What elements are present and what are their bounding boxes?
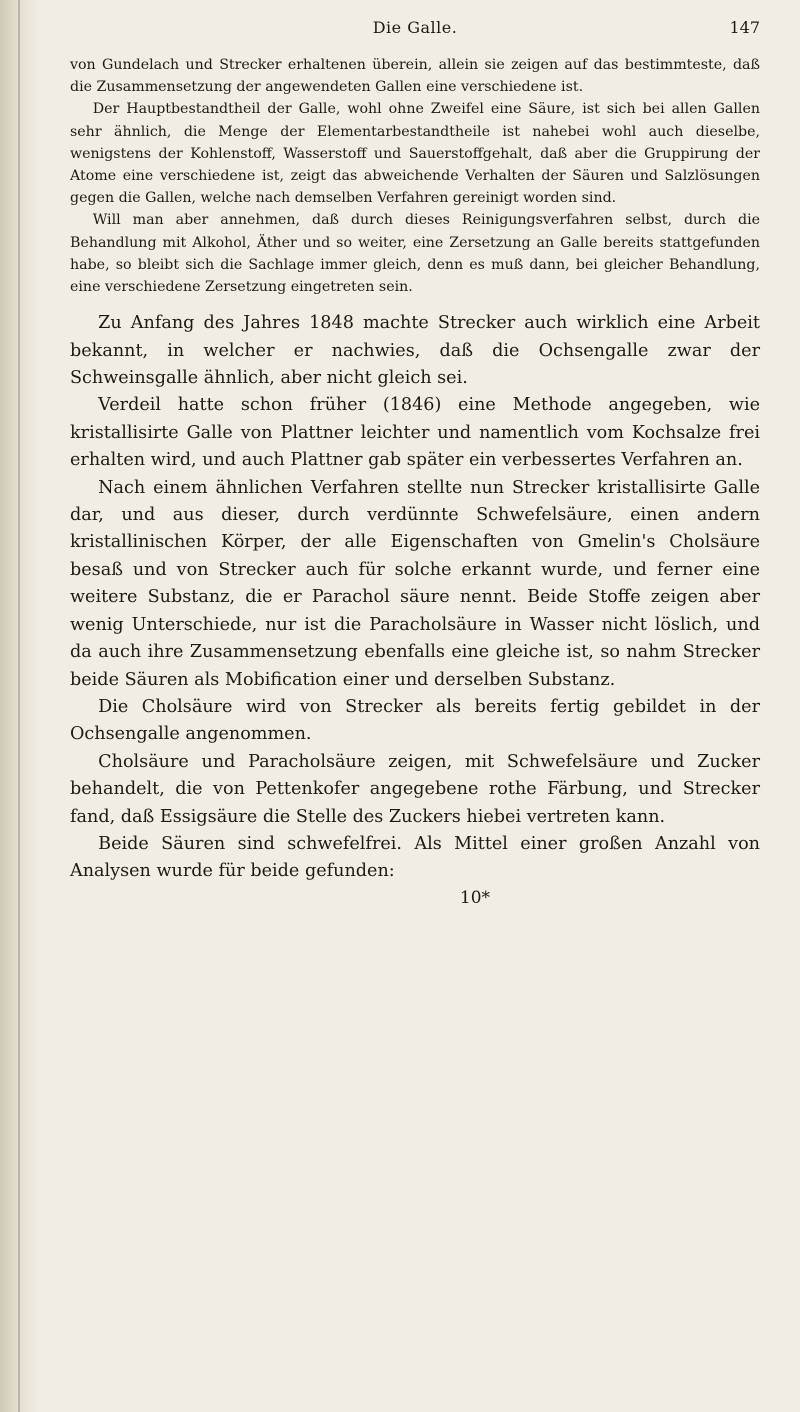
paragraph: Nach einem ähnlichen Verfahren stellte nun Strecker kristallisirte Galle dar, und aus dieser, durch verdünnte Schwefelsäure, einen andern kristallinischen Körper, der alle Eigenschaften von Gmelin's Cholsäure besaß und von Strecker auch für solche erkannt wurde, und ferner eine weitere Substanz, die er Parachol säure nennt. Beide Stoffe zeigen aber wenig Unterschiede, nur ist die Paracholsäure in Wasser nicht löslich, und da auch ihre Zusammensetzung ebenfalls eine gleiche ist, so nahm Strecker beide Säuren als Mobification einer und derselben Substanz. bbox=[70, 477, 760, 690]
signature-mark: 10* bbox=[459, 887, 491, 908]
running-header bbox=[70, 0, 760, 54]
small-print-section bbox=[70, 54, 760, 298]
paragraph: Die Cholsäure wird von Strecker als bereits fertig gebildet in der Ochsengalle angenommen. bbox=[70, 696, 760, 745]
book-gutter bbox=[0, 0, 40, 1412]
paragraph: Beide Säuren sind schwefelfrei. Als Mittel einer großen Anzahl von Analysen wurde für beide gefunden: bbox=[70, 833, 760, 882]
paragraph: Zu Anfang des Jahres 1848 machte Strecker auch wirklich eine Arbeit bekannt, in welcher er nachwies, daß die Ochsengalle zwar der Schweinsgalle ähnlich, aber nicht gleich sei. bbox=[70, 313, 760, 389]
paragraph: von Gundelach und Strecker erhaltenen überein, allein sie zeigen auf das bestimmteste, daß die Zusammensetzung der angewendeten Gallen eine verschiedene ist. bbox=[70, 57, 760, 96]
running-title: Die Galle. bbox=[372, 18, 458, 37]
paragraph: Cholsäure und Paracholsäure zeigen, mit Schwefelsäure und Zucker behandelt, die von Pettenkofer angegebene rothe Färbung, und Strecker fand, daß Essigsäure die Stelle des Zuckers hiebei vertreten kann. bbox=[70, 751, 760, 827]
paragraph: Der Hauptbestandtheil der Galle, wohl ohne Zweifel eine Säure, ist sich bei allen Gallen sehr ähnlich, die Menge der Elementarbestandtheile ist nahebei wohl auch dieselbe, wenigstens der Kohlenstoff, Wasserstoff und Sauerstoffgehalt, daß aber die Gruppirung der Atome eine verschiedene ist, zeigt das abweichende Verhalten der Säuren und Salzlösungen gegen die Gallen, welche nach demselben Verfahren gereinigt worden sind. bbox=[70, 101, 760, 207]
paragraph: Verdeil hatte schon früher (1846) eine Methode angegeben, wie kristallisirte Galle von Plattner leichter und namentlich vom Kochsalze frei erhalten wird, und auch Plattner gab später ein verbessertes Verfahren an. bbox=[70, 395, 760, 471]
paragraph: Will man aber annehmen, daß durch dieses Reinigungsverfahren selbst, durch die Behandlung mit Alkohol, Äther und so weiter, eine Zersetzung an Galle bereits stattgefunden habe, so bleibt sich die Sachlage immer gleich, denn es muß dann, bei gleicher Behandlung, eine verschiedene Zersetzung eingetreten sein. bbox=[70, 212, 760, 296]
page bbox=[70, 0, 760, 908]
page-number: 147 bbox=[729, 18, 760, 37]
main-text-section bbox=[70, 310, 760, 908]
